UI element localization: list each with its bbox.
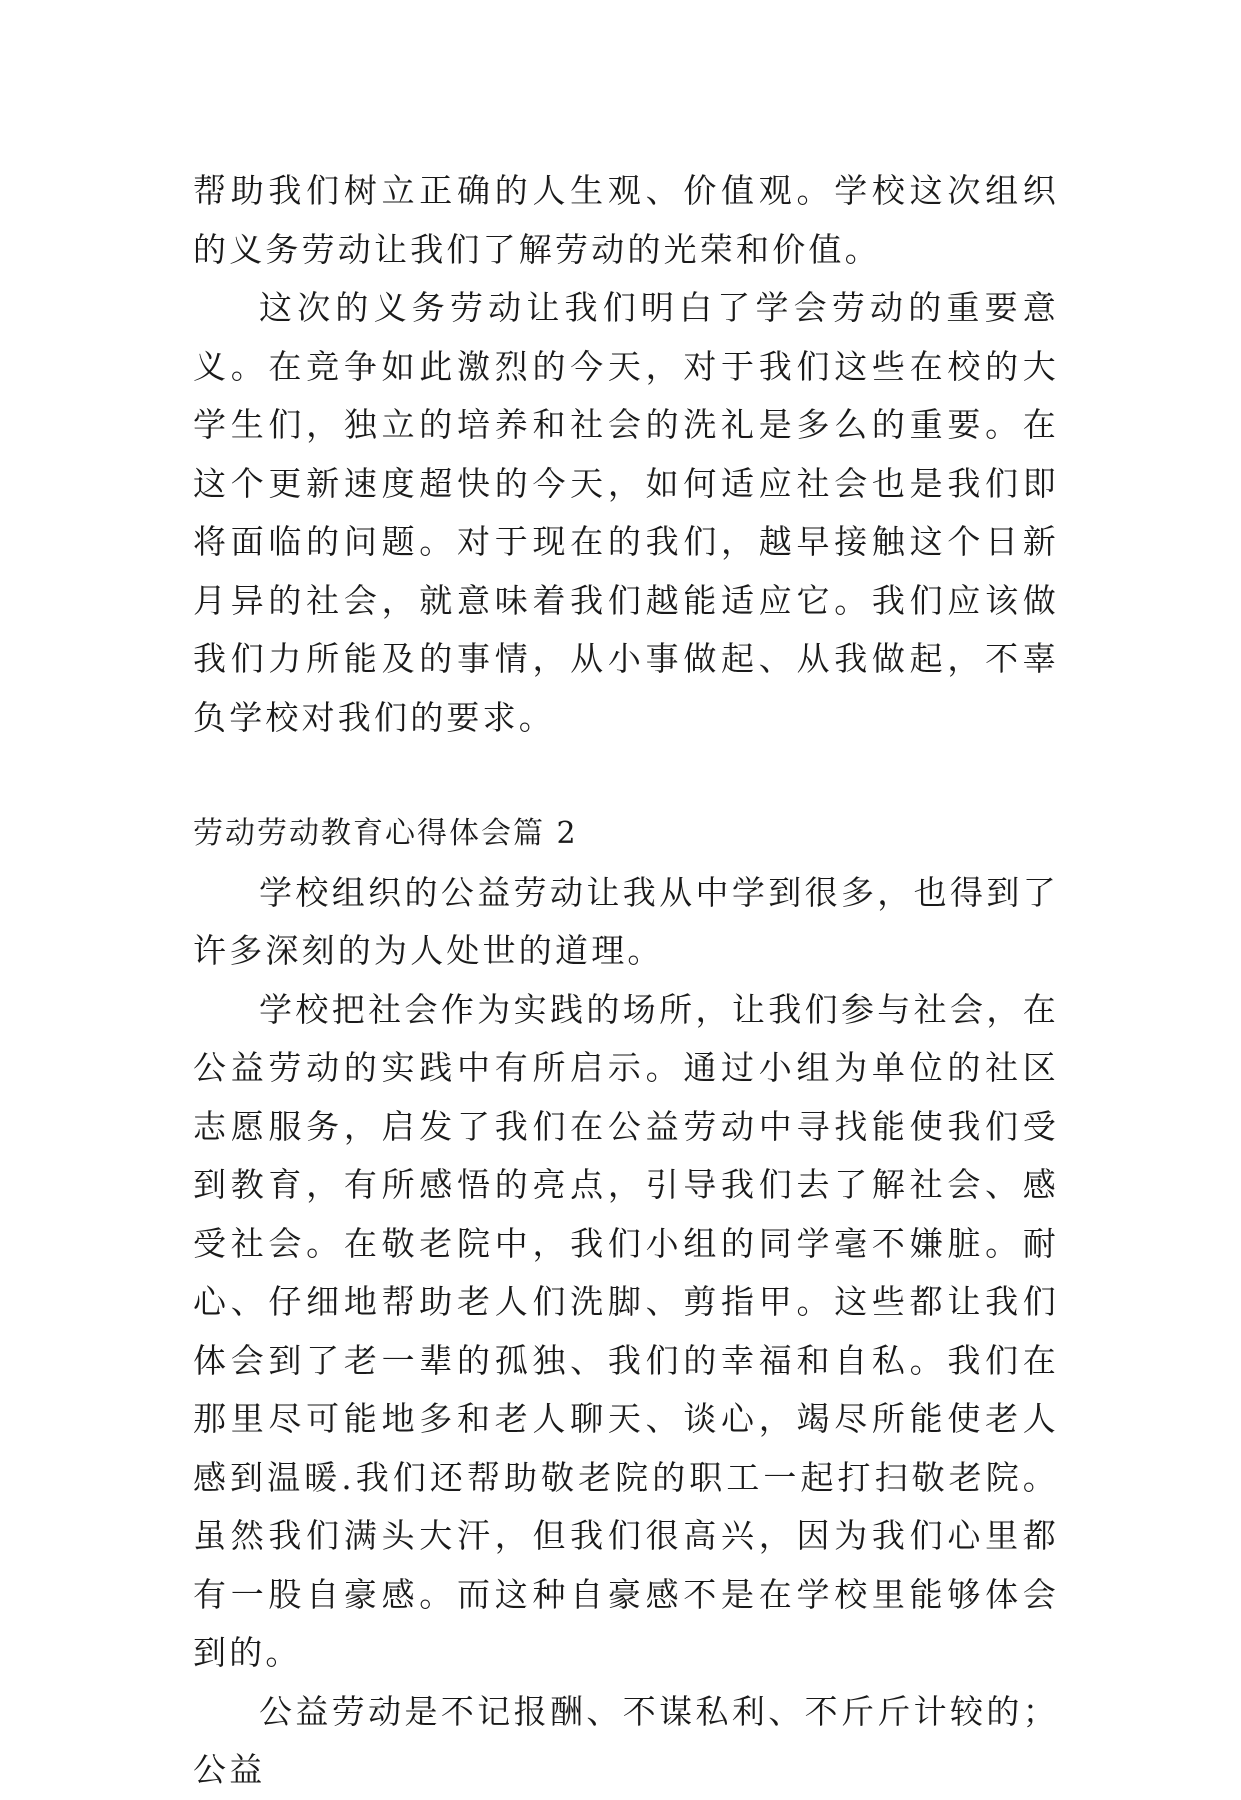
section-heading: 劳动劳动教育心得体会篇 2 bbox=[193, 816, 578, 851]
paragraph-practice: 学校把社会作为实践的场所，让我们参与社会，在公益劳动的实践中有所启示。通过小组为单位的社区志愿服务，启发了我们在公益劳动中寻找能使我们受到教育，有所感悟的亮点，引导我们去了解社会、感受社会。在敬老院中，我们小组的同学毫不嫌脏。耐心、仔细地帮助老人们洗脚、剪指甲。这些都让我们体会到了老一辈的孤独、我们的幸福和自私。我们在那里尽可能地多和老人聊天、谈心，竭尽所能使老人感到温暖.我们还帮助敬老院的职工一起打扫敬老院。虽然我们满头大汗，但我们很高兴，因为我们心里都有一股自豪感。而这种自豪感不是在学校里能够体会到的。 bbox=[193, 989, 1059, 1672]
paragraph-labor-meaning: 这次的义务劳动让我们明白了学会劳动的重要意义。在竞争如此激烈的今天，对于我们这些在校的大学生们，独立的培养和社会的洗礼是多么的重要。在这个更新速度超快的今天，如何适应社会也是我们即将面临的问题。对于现在的我们，越早接触这个日新月异的社会，就意味着我们越能适应它。我们应该做我们力所能及的事情，从小事做起、从我做起，不辜负学校对我们的要求。 bbox=[193, 288, 1059, 737]
paragraph-intro: 学校组织的公益劳动让我从中学到很多，也得到了许多深刻的为人处世的道理。 bbox=[193, 872, 1059, 970]
paragraph-continued: 帮助我们树立正确的人生观、价值观。学校这次组织的义务劳动让我们了解劳动的光荣和价值。 bbox=[193, 171, 1059, 269]
document-body bbox=[193, 162, 1059, 1800]
paragraph-public-welfare: 公益劳动是不记报酬、不谋私利、不斤斤计较的；公益 bbox=[193, 1691, 1059, 1789]
